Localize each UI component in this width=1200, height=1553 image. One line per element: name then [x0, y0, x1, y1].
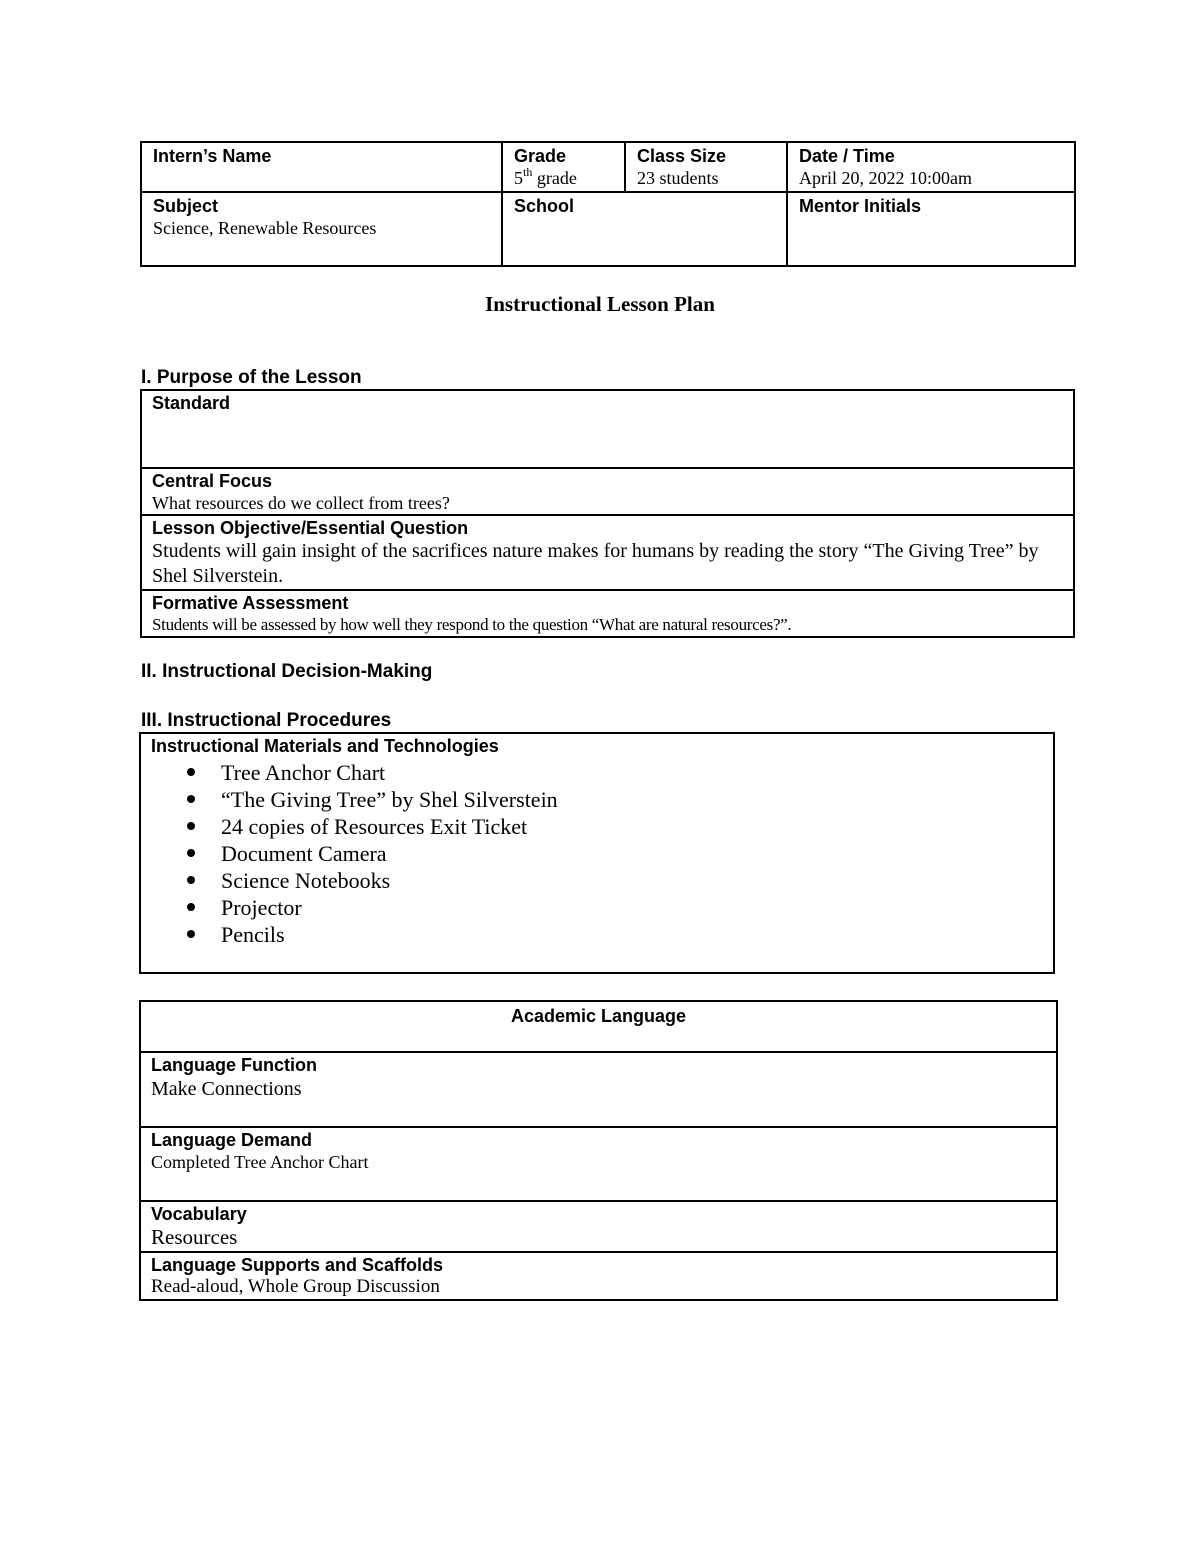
intern-name-label: Intern’s Name [153, 146, 272, 166]
language-function-value: Make Connections [151, 1078, 302, 1100]
materials-item-text: Pencils [221, 922, 285, 947]
date-time-label: Date / Time [799, 146, 895, 166]
materials-cell [140, 733, 1054, 973]
section-decision-heading: II. Instructional Decision-Making [141, 661, 433, 682]
date-time-cell [787, 142, 1075, 192]
materials-item-text: Tree Anchor Chart [221, 760, 386, 785]
bullet-icon [187, 849, 195, 857]
academic-language-header-cell [140, 1001, 1057, 1052]
language-function-cell [140, 1052, 1057, 1127]
school-label: School [514, 196, 575, 216]
subject-value: Science, Renewable Resources [153, 218, 377, 238]
bullet-icon [187, 768, 195, 776]
vocabulary-value: Resources [151, 1225, 238, 1249]
intern-name-cell [141, 142, 502, 192]
grade-value: 5th grade [514, 165, 577, 188]
materials-item-text: 24 copies of Resources Exit Ticket [221, 814, 528, 839]
materials-item-text: Document Camera [221, 841, 387, 866]
mentor-initials-cell [787, 192, 1075, 266]
vocabulary-cell [140, 1201, 1057, 1252]
section-purpose-heading: I. Purpose of the Lesson [141, 367, 362, 388]
language-demand-value: Completed Tree Anchor Chart [151, 1152, 369, 1172]
standard-cell [141, 390, 1074, 468]
materials-label: Instructional Materials and Technologies [151, 736, 499, 756]
materials-list-item [221, 759, 1043, 786]
class-size-label: Class Size [637, 146, 727, 166]
mentor-initials-label: Mentor Initials [799, 196, 922, 216]
materials-list-item [221, 867, 1043, 894]
bullet-icon [187, 903, 195, 911]
purpose-table [140, 389, 1075, 638]
language-demand-label: Language Demand [151, 1130, 313, 1150]
materials-list-item [221, 921, 1043, 948]
vocabulary-label: Vocabulary [151, 1204, 247, 1224]
academic-language-heading: Academic Language [510, 1006, 687, 1026]
date-time-value: April 20, 2022 10:00am [799, 168, 972, 188]
language-supports-cell [140, 1252, 1057, 1300]
grade-label: Grade [514, 146, 567, 166]
subject-label: Subject [153, 196, 219, 216]
materials-list [151, 759, 1043, 948]
section-procedures-heading: III. Instructional Procedures [141, 710, 392, 731]
materials-list-item [221, 840, 1043, 867]
bullet-icon [187, 876, 195, 884]
document-title: Instructional Lesson Plan [485, 292, 715, 316]
language-demand-cell [140, 1127, 1057, 1201]
bullet-icon [187, 930, 195, 938]
materials-list-item [221, 813, 1043, 840]
objective-label: Lesson Objective/Essential Question [152, 518, 469, 538]
header-info-table [140, 141, 1076, 267]
objective-cell [141, 515, 1074, 590]
grade-cell [502, 142, 625, 192]
bullet-icon [187, 822, 195, 830]
materials-list-item [221, 786, 1043, 813]
academic-language-table [139, 1000, 1058, 1301]
central-focus-label: Central Focus [152, 471, 273, 491]
materials-item-text: Projector [221, 895, 302, 920]
assessment-value: Students will be assessed by how well they respond to the question “What are natural resources?”. [152, 615, 792, 634]
objective-value: Students will gain insight of the sacrifices nature makes for humans by reading the story “The Giving Tree” by Shel Silverstein. [152, 540, 1039, 587]
central-focus-value: What resources do we collect from trees? [152, 493, 450, 513]
assessment-cell [141, 590, 1074, 637]
class-size-value: 23 students [637, 168, 719, 188]
standard-label: Standard [152, 393, 231, 413]
school-cell [502, 192, 787, 266]
materials-table [139, 732, 1055, 974]
materials-item-text: Science Notebooks [221, 868, 391, 893]
materials-item-text: “The Giving Tree” by Shel Silverstein [221, 787, 558, 812]
language-supports-value: Read-aloud, Whole Group Discussion [151, 1276, 440, 1297]
assessment-label: Formative Assessment [152, 593, 349, 613]
class-size-cell [625, 142, 787, 192]
subject-cell [141, 192, 502, 266]
central-focus-cell [141, 468, 1074, 515]
materials-list-item [221, 894, 1043, 921]
language-supports-label: Language Supports and Scaffolds [151, 1255, 444, 1275]
language-function-label: Language Function [151, 1055, 317, 1075]
bullet-icon [187, 795, 195, 803]
